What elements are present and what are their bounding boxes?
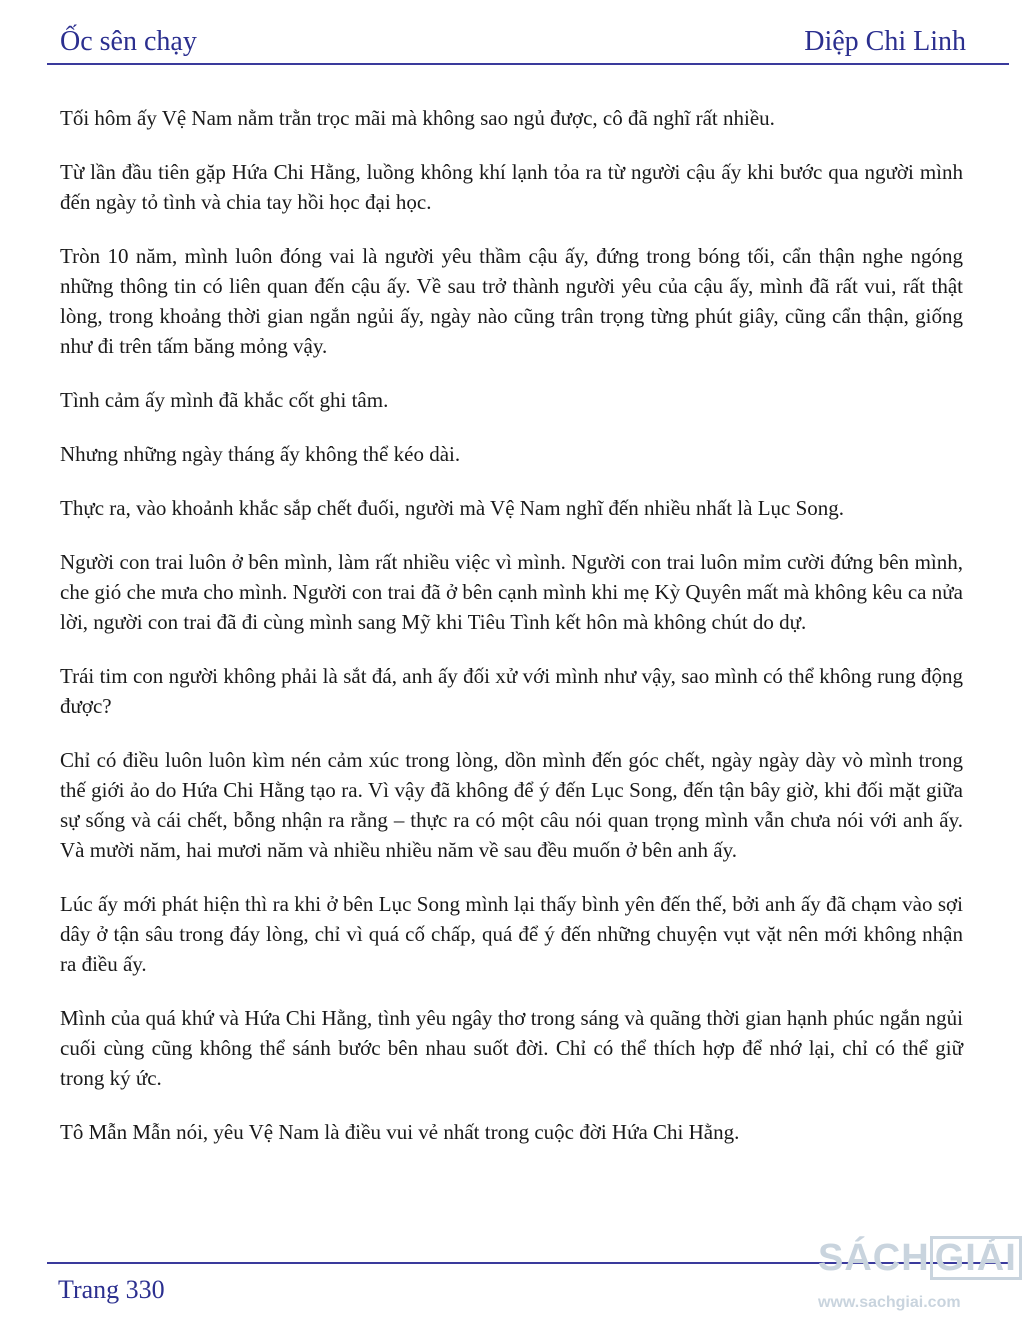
watermark-url: www.sachgiai.com	[818, 1294, 961, 1311]
watermark-logo	[818, 1236, 1022, 1280]
paragraph: Thực ra, vào khoảnh khắc sắp chết đuối, người mà Vệ Nam nghĩ đến nhiều nhất là Lục Song.	[60, 496, 845, 520]
paragraph: Tối hôm ấy Vệ Nam nằm trằn trọc mãi mà không sao ngủ được, cô đã nghĩ rất nhiều.	[60, 106, 775, 130]
paragraph: Trái tim con người không phải là sắt đá, anh ấy đối xử với mình như vậy, sao mình có thể không rung động được?	[60, 664, 963, 718]
author-name: Diệp Chi Linh	[804, 26, 966, 57]
watermark	[818, 1232, 1024, 1322]
page-body	[60, 103, 963, 1171]
paragraph: Tô Mẫn Mẫn nói, yêu Vệ Nam là điều vui vẻ nhất trong cuộc đời Hứa Chi Hằng.	[60, 1120, 740, 1144]
paragraph: Từ lần đầu tiên gặp Hứa Chi Hằng, luồng không khí lạnh tỏa ra từ người cậu ấy khi bước qua người mình đến ngày tỏ tình và chia tay hồi học đại học.	[60, 160, 963, 214]
page-number: Trang 330	[58, 1275, 165, 1304]
paragraph: Mình của quá khứ và Hứa Chi Hằng, tình yêu ngây thơ trong sáng và quãng thời gian hạnh phúc ngắn ngủi cuối cùng cũng không thể sánh bước bên nhau suốt đời. Chỉ có thể thích hợp để nhớ lại, chỉ có thể giữ trong ký ức.	[60, 1006, 963, 1090]
watermark-logo-part2: GIẢI	[930, 1236, 1022, 1280]
header-divider	[47, 63, 1009, 65]
page-header	[0, 0, 1024, 66]
paragraph: Người con trai luôn ở bên mình, làm rất nhiều việc vì mình. Người con trai luôn mỉm cười đứng bên mình, che gió che mưa cho mình. Người con trai đã ở bên cạnh mình khi mẹ Kỳ Quyên mất mà không kêu ca nửa lời, người con trai đã đi cùng mình sang Mỹ khi Tiêu Tình kết hôn mà không chút do dự.	[60, 550, 963, 634]
paragraph: Tình cảm ấy mình đã khắc cốt ghi tâm.	[60, 388, 389, 412]
watermark-logo-part1: SÁCH	[818, 1237, 930, 1279]
paragraph: Chỉ có điều luôn luôn kìm nén cảm xúc trong lòng, dồn mình đến góc chết, ngày ngày dày vò mình trong thế giới ảo do Hứa Chi Hằng tạo ra. Vì vậy đã không để ý đến Lục Song, đến tận bây giờ, khi đối mặt giữa sự sống và cái chết, bỗng nhận ra rằng – thực ra có một câu nói quan trọng mình vẫn chưa nói với anh ấy. Và mười năm, hai mươi năm và nhiều nhiều năm về sau đều muốn ở bên anh ấy.	[60, 748, 963, 862]
paragraph: Tròn 10 năm, mình luôn đóng vai là người yêu thầm cậu ấy, đứng trong bóng tối, cẩn thận nghe ngóng những thông tin có liên quan đến cậu ấy. Về sau trở thành người yêu của cậu ấy, mình đã rất vui, rất thật lòng, trong khoảng thời gian ngắn ngủi ấy, ngày nào cũng trân trọng từng phút giây, cũng cẩn thận, giống như đi trên tấm băng mỏng vậy.	[60, 244, 963, 358]
paragraph: Lúc ấy mới phát hiện thì ra khi ở bên Lục Song mình lại thấy bình yên đến thế, bởi anh ấy đã chạm vào sợi dây ở tận sâu trong đáy lòng, chỉ vì quá cố chấp, quá để ý đến những chuyện vụt vặt nên mới không nhận ra điều ấy.	[60, 892, 963, 976]
paragraph: Nhưng những ngày tháng ấy không thể kéo dài.	[60, 442, 461, 466]
book-title: Ốc sên chạy	[60, 26, 197, 57]
